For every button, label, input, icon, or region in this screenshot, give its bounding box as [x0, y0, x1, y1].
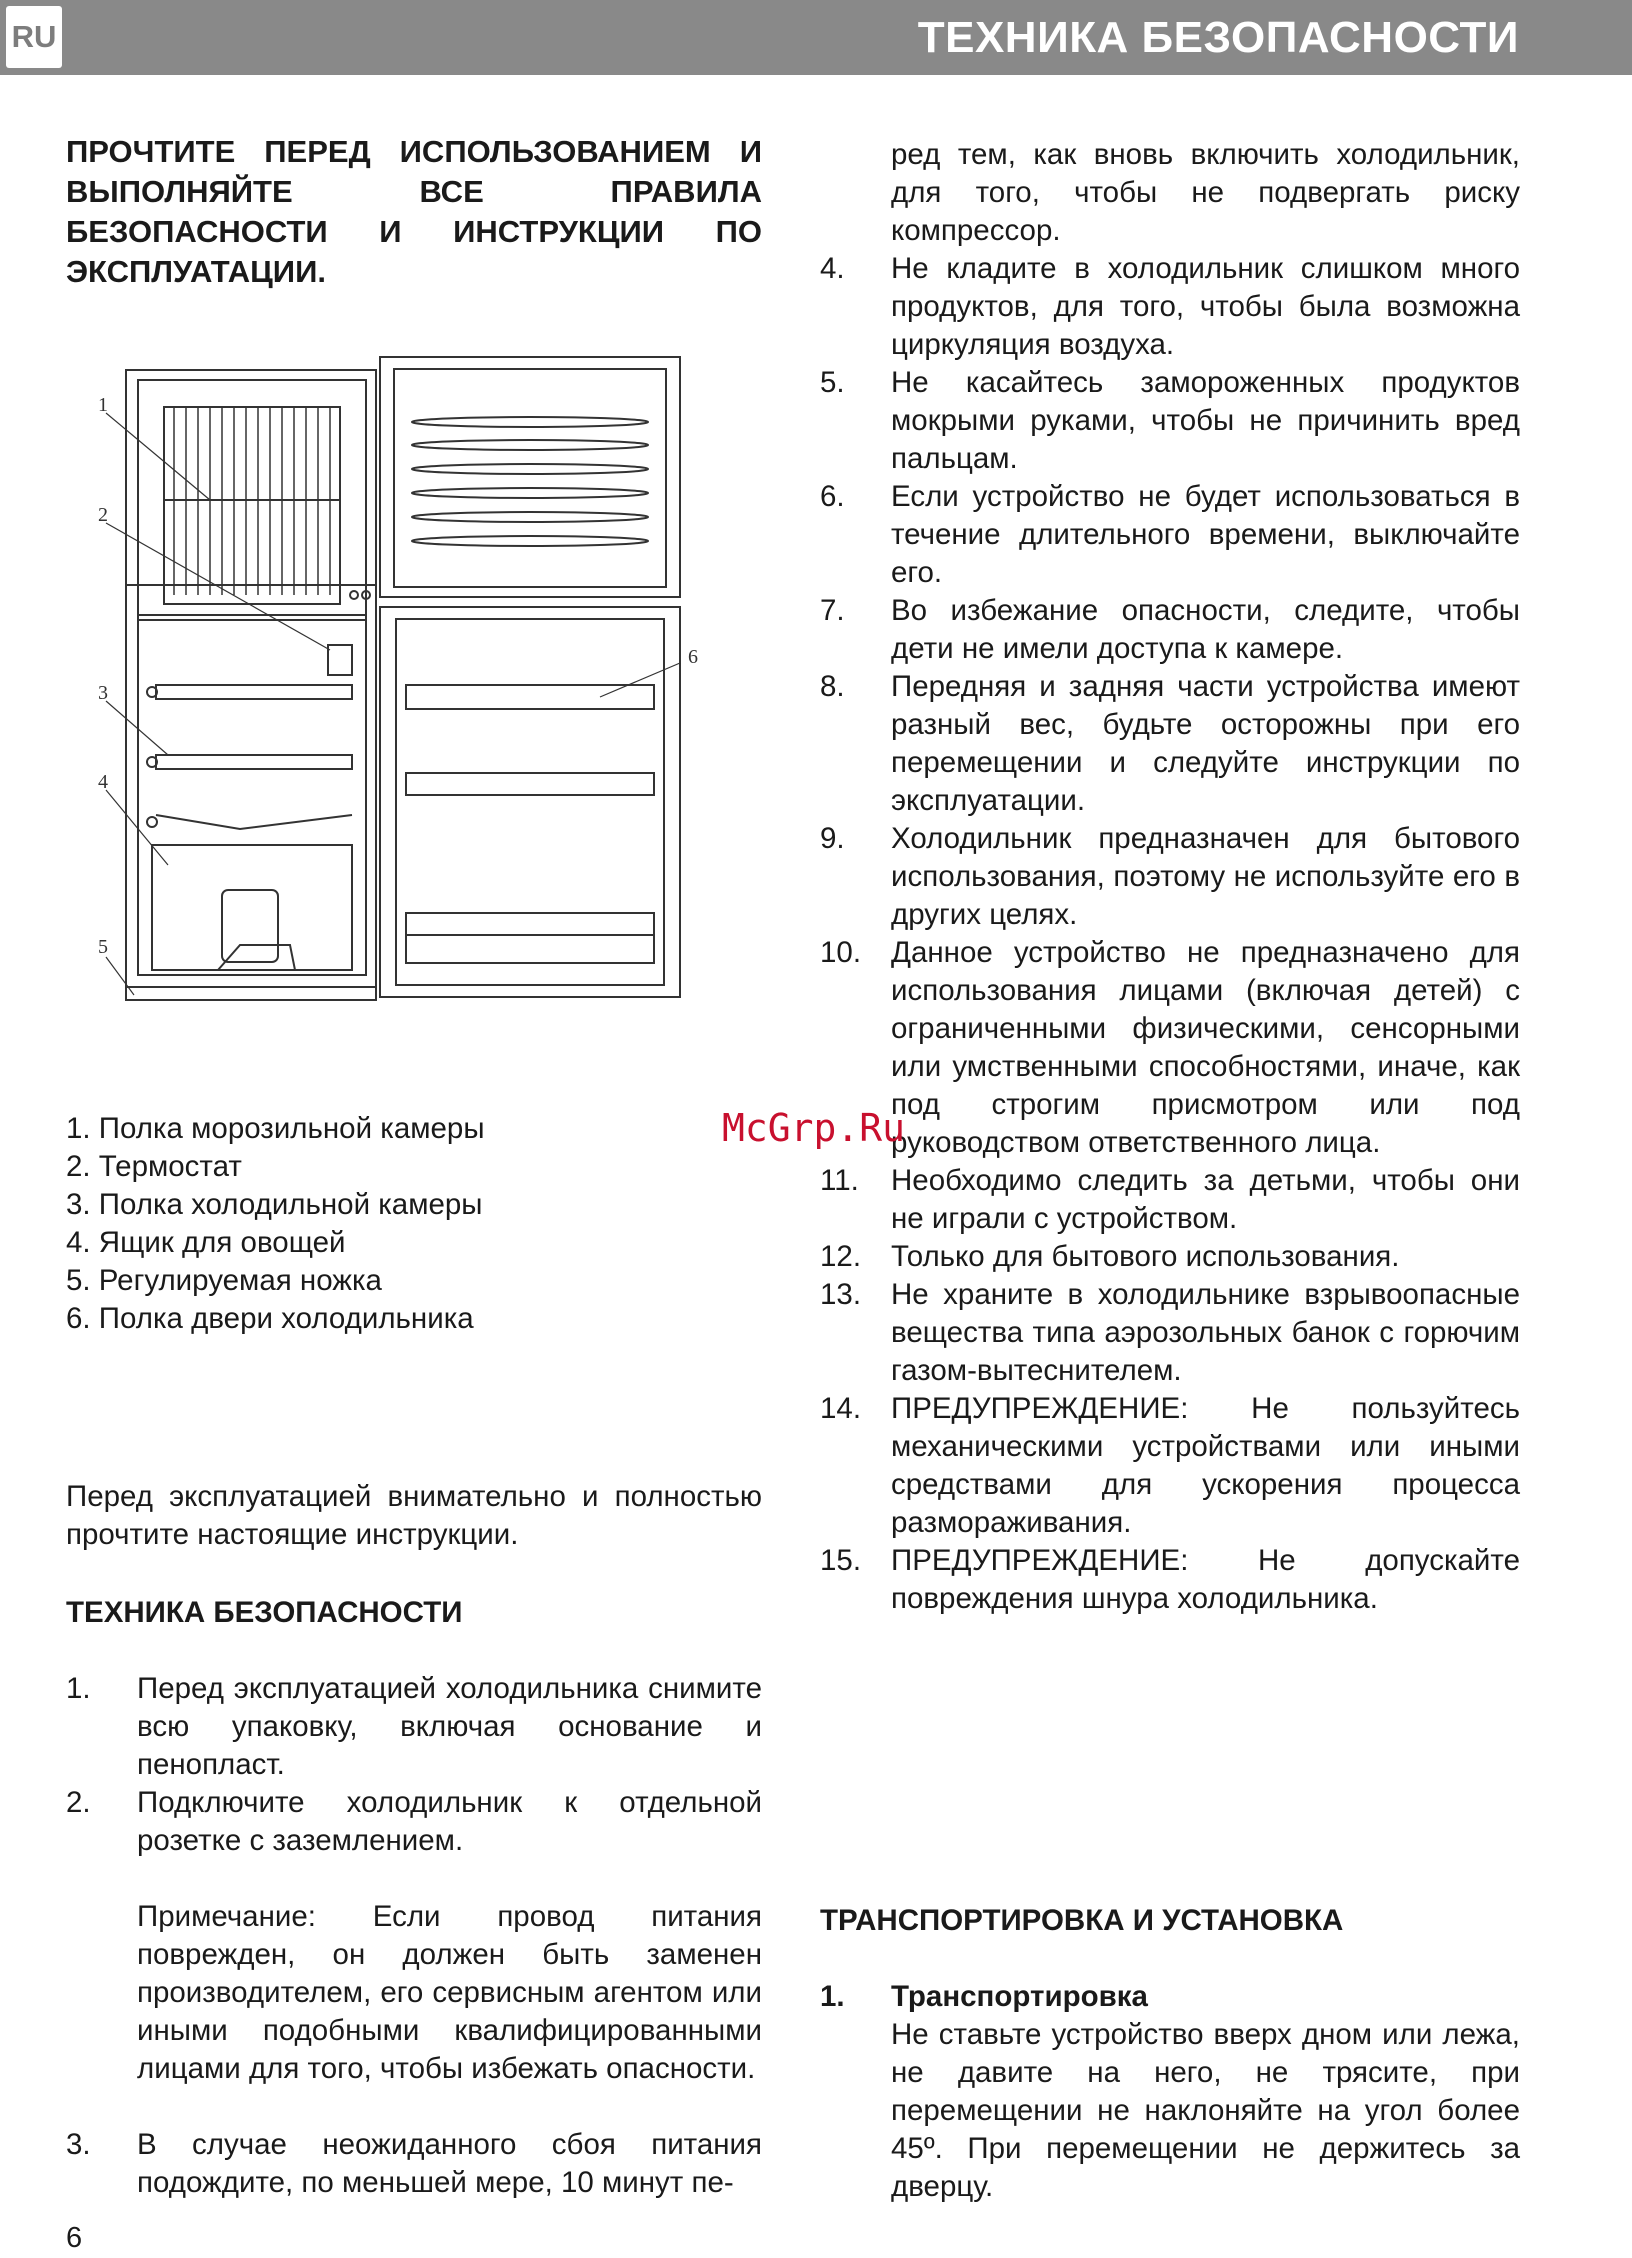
safety-item: [820, 1542, 1520, 1618]
item-number: 3.: [66, 2128, 91, 2161]
safety-list-right: [820, 250, 1520, 1618]
transport-section: [820, 1902, 1520, 2206]
item-text: Не кладите в холодильник слишком много продуктов, для того, чтобы была возможна циркуляция воздуха.: [891, 252, 1520, 361]
item-number: 6.: [820, 480, 845, 513]
safety-item: [820, 364, 1520, 478]
item-text: Во избежание опасности, следите, чтобы дети не имели доступа к камере.: [891, 594, 1520, 665]
callout-1: 1: [98, 394, 108, 416]
item-3-continued: ред тем, как вновь включить холодильник, для того, чтобы не подвергать риску компрессор.: [891, 138, 1520, 247]
callout-4: 4: [98, 771, 108, 793]
item-number: 8.: [820, 670, 845, 703]
item-number: 13.: [820, 1278, 862, 1311]
safety-item: [820, 1276, 1520, 1390]
item-text: В случае неожиданного сбоя питания подождите, по меньшей мере, 10 минут пе-: [137, 2128, 762, 2199]
item-number: 7.: [820, 594, 845, 627]
transport-subheading: Транспортировка: [891, 1980, 1148, 2013]
header-title: ТЕХНИКА БЕЗОПАСНОСТИ: [917, 13, 1519, 62]
item-text: Только для бытового использования.: [891, 1240, 1400, 1273]
item-number: 11.: [820, 1164, 859, 1197]
item-number: 15.: [820, 1544, 862, 1577]
item-text: Необходимо следить за детьми, чтобы они не играли с устройством.: [891, 1164, 1520, 1235]
intro-warning: ПРОЧТИТЕ ПЕРЕД ИСПОЛЬЗОВАНИЕМ И ВЫПОЛНЯЙТЕ ВСЕ ПРАВИЛА БЕЗОПАСНОСТИ И ИНСТРУКЦИИ ПО ЭКСПЛУАТАЦИИ.: [66, 134, 762, 289]
note-text: Примечание: Если провод питания поврежден, он должен быть заменен производителем, его сервисным агентом или иными подобными квалифицированными лицами для того, чтобы избежать опасности.: [137, 1900, 762, 2085]
safety-item: [820, 1162, 1520, 1238]
item-text: Если устройство не будет использоваться в течение длительного времени, выключайте его.: [891, 480, 1520, 589]
callout-6: 6: [688, 646, 698, 668]
safety-heading: ТЕХНИКА БЕЗОПАСНОСТИ: [66, 1596, 463, 1629]
item-number: 4.: [820, 252, 845, 285]
item-text: Холодильник предназначен для бытового использования, поэтому не используйте его в других целях.: [891, 822, 1520, 931]
power-cord-note: [66, 1898, 762, 2088]
safety-item: [820, 1238, 1520, 1276]
language-badge: RU: [6, 6, 62, 68]
safety-item: [820, 668, 1520, 820]
item-number: 2.: [66, 1786, 91, 1819]
item-text: Данное устройство не предназначено для использования лицами (включая детей) с ограниченными физическими, сенсорными или умственными способностями, иначе, как под строгим присмотром или под руководством ответственного лица.: [891, 936, 1520, 1159]
safety-item: [66, 1784, 762, 1860]
legend-item: 2. Термостат: [66, 1150, 242, 1183]
safety-item: [820, 250, 1520, 364]
callout-2: 2: [98, 504, 108, 526]
item-text: Не храните в холодильнике взрывоопасные вещества типа аэрозольных банок с горючим газом-вытеснителем.: [891, 1278, 1520, 1387]
item-number: 10.: [820, 936, 862, 969]
transport-text: Не ставьте устройство вверх дном или лежа, не давите на него, не трясите, при перемещении не наклоняйте на угол более 45º. При перемещении не держитесь за дверцу.: [891, 2018, 1520, 2203]
item-number: 1.: [66, 1672, 91, 1705]
parts-legend: [66, 1110, 666, 1338]
item-number: 9.: [820, 822, 845, 855]
item-text: Подключите холодильник к отдельной розетке с заземлением.: [137, 1786, 762, 1857]
callout-5: 5: [98, 936, 108, 958]
safety-item: [66, 2126, 762, 2202]
safety-item: [66, 1670, 762, 1784]
safety-item: [820, 934, 1520, 1162]
item-text: ПРЕДУПРЕЖДЕНИЕ: Не допускайте повреждения шнура холодильника.: [891, 1544, 1520, 1615]
legend-item: 4. Ящик для овощей: [66, 1226, 346, 1259]
item-number: 5.: [820, 366, 845, 399]
item-text: Перед эксплуатацией холодильника снимите всю упаковку, включая основание и пенопласт.: [137, 1672, 762, 1781]
item-text: Передняя и задняя части устройства имеют разный вес, будьте осторожны при его перемещении и следуйте инструкции по эксплуатации.: [891, 670, 1520, 817]
item-text: ПРЕДУПРЕЖДЕНИЕ: Не пользуйтесь механическими устройствами или иными средствами для ускорения процесса размораживания.: [891, 1392, 1520, 1539]
page-number: 6: [66, 2222, 83, 2254]
legend-item: 3. Полка холодильной камеры: [66, 1188, 483, 1221]
safety-section: [66, 1594, 762, 2202]
legend-item: 5. Регулируемая ножка: [66, 1264, 382, 1297]
transport-item: [820, 1978, 1520, 2206]
pre-use-note: Перед эксплуатацией внимательно и полностью прочтите настоящие инструкции.: [66, 1480, 762, 1551]
item-number: 14.: [820, 1392, 862, 1425]
safety-item: [820, 478, 1520, 592]
header-bar: [0, 0, 1632, 75]
item-number: 12.: [820, 1240, 862, 1273]
refrigerator-diagram: [90, 345, 710, 1015]
safety-item: [820, 592, 1520, 668]
safety-item: [820, 820, 1520, 934]
watermark: McGrp.Ru: [722, 1106, 906, 1150]
item-number: 1.: [820, 1980, 845, 2013]
item-text: Не касайтесь замороженных продуктов мокрыми руками, чтобы не причинить вред пальцам.: [891, 366, 1520, 475]
legend-item: 6. Полка двери холодильника: [66, 1302, 474, 1335]
transport-heading: ТРАНСПОРТИРОВКА И УСТАНОВКА: [820, 1904, 1344, 1937]
callout-3: 3: [98, 682, 108, 704]
legend-item: 1. Полка морозильной камеры: [66, 1112, 485, 1145]
safety-item: [820, 1390, 1520, 1542]
